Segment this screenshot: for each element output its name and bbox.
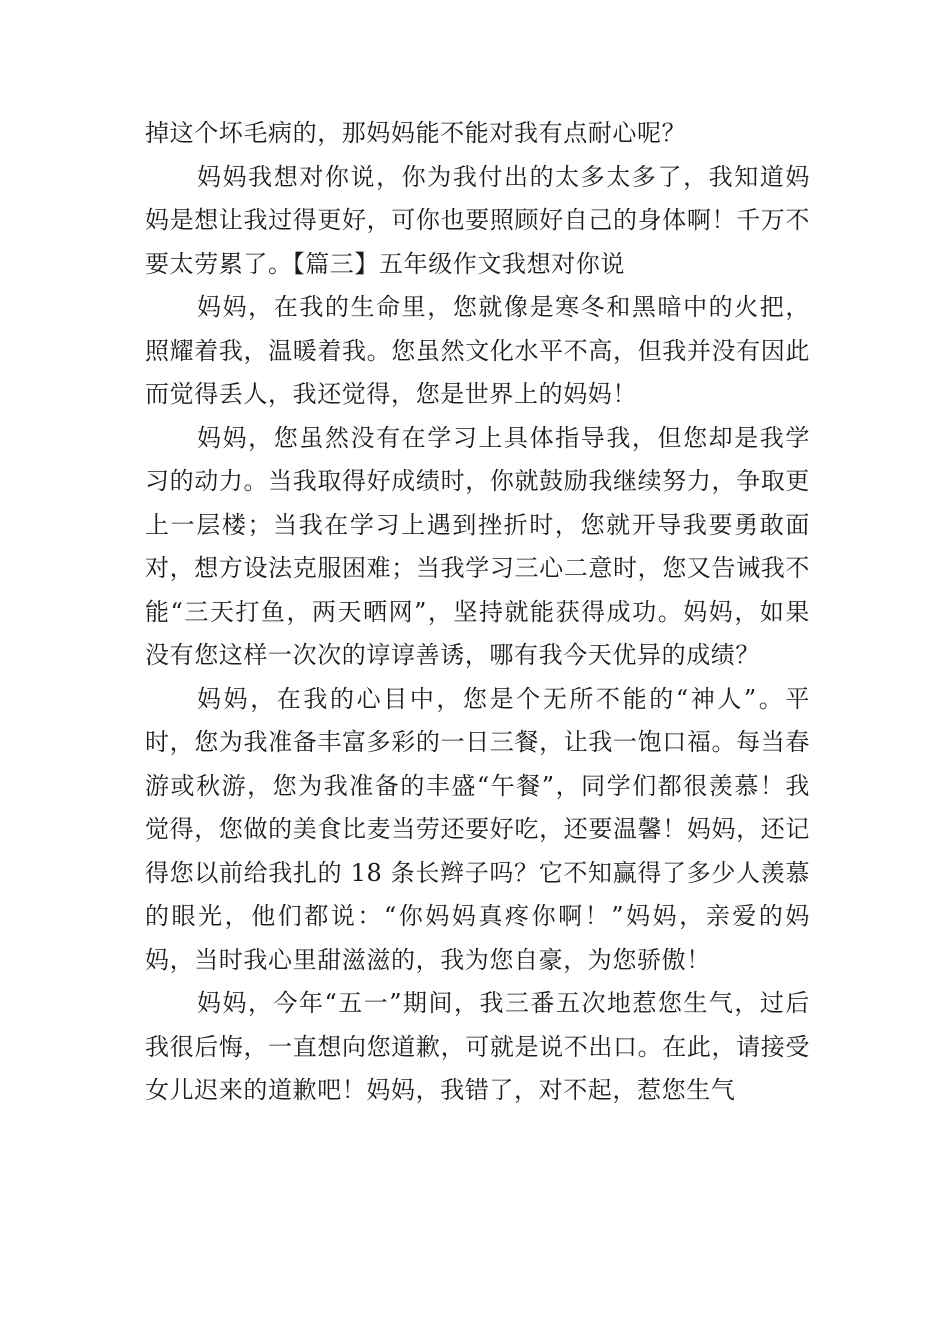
paragraph-3: 妈妈，在我的生命里，您就像是寒冬和黑暗中的火把，照耀着我，温暖着我。您虽然文化水平不高，但我并没有因此而觉得丢人，我还觉得，您是世界上的妈妈！ bbox=[145, 293, 810, 408]
paragraph-6: 妈妈，今年“五一”期间，我三番五次地惹您生气，过后我很后悔，一直想向您道歉，可就是说不出口。在此，请接受女儿迟来的道歉吧！妈妈，我错了，对不起，惹您生气 bbox=[145, 989, 810, 1104]
paragraph-1: 掉这个坏毛病的，那妈妈能不能对我有点耐心呢？ bbox=[145, 119, 687, 147]
paragraph-5: 妈妈，在我的心目中，您是个无所不能的“神人”。平时，您为我准备丰富多彩的一日三餐，让我一饱口福。每当春游或秋游，您为我准备的丰盛“午餐”，同学们都很羡慕！我觉得，您做的美食比麦当劳还要好吃，还要温馨！妈妈，还记得您以前给我扎的 18 条长辫子吗？它不知赢得了多少人羡慕的眼光，他们都说：“你妈妈真疼你啊！”妈妈，亲爱的妈妈，当时我心里甜滋滋的，我为您自豪，为您骄傲！ bbox=[145, 684, 810, 974]
document-body bbox=[145, 112, 810, 1113]
paragraph-4: 妈妈，您虽然没有在学习上具体指导我，但您却是我学习的动力。当我取得好成绩时，你就鼓励我继续努力，争取更上一层楼；当我在学习上遇到挫折时，您就开导我要勇敢面对，想方设法克服困难；当我学习三心二意时，您又告诫我不能“三天打鱼，两天晒网”，坚持就能获得成功。妈妈，如果没有您这样一次次的谆谆善诱，哪有我今天优异的成绩？ bbox=[145, 423, 810, 669]
paragraph-2: 妈妈我想对你说，你为我付出的太多太多了，我知道妈妈是想让我过得更好，可你也要照顾好自己的身体啊！千万不要太劳累了。【篇三】五年级作文我想对你说 bbox=[145, 162, 810, 278]
